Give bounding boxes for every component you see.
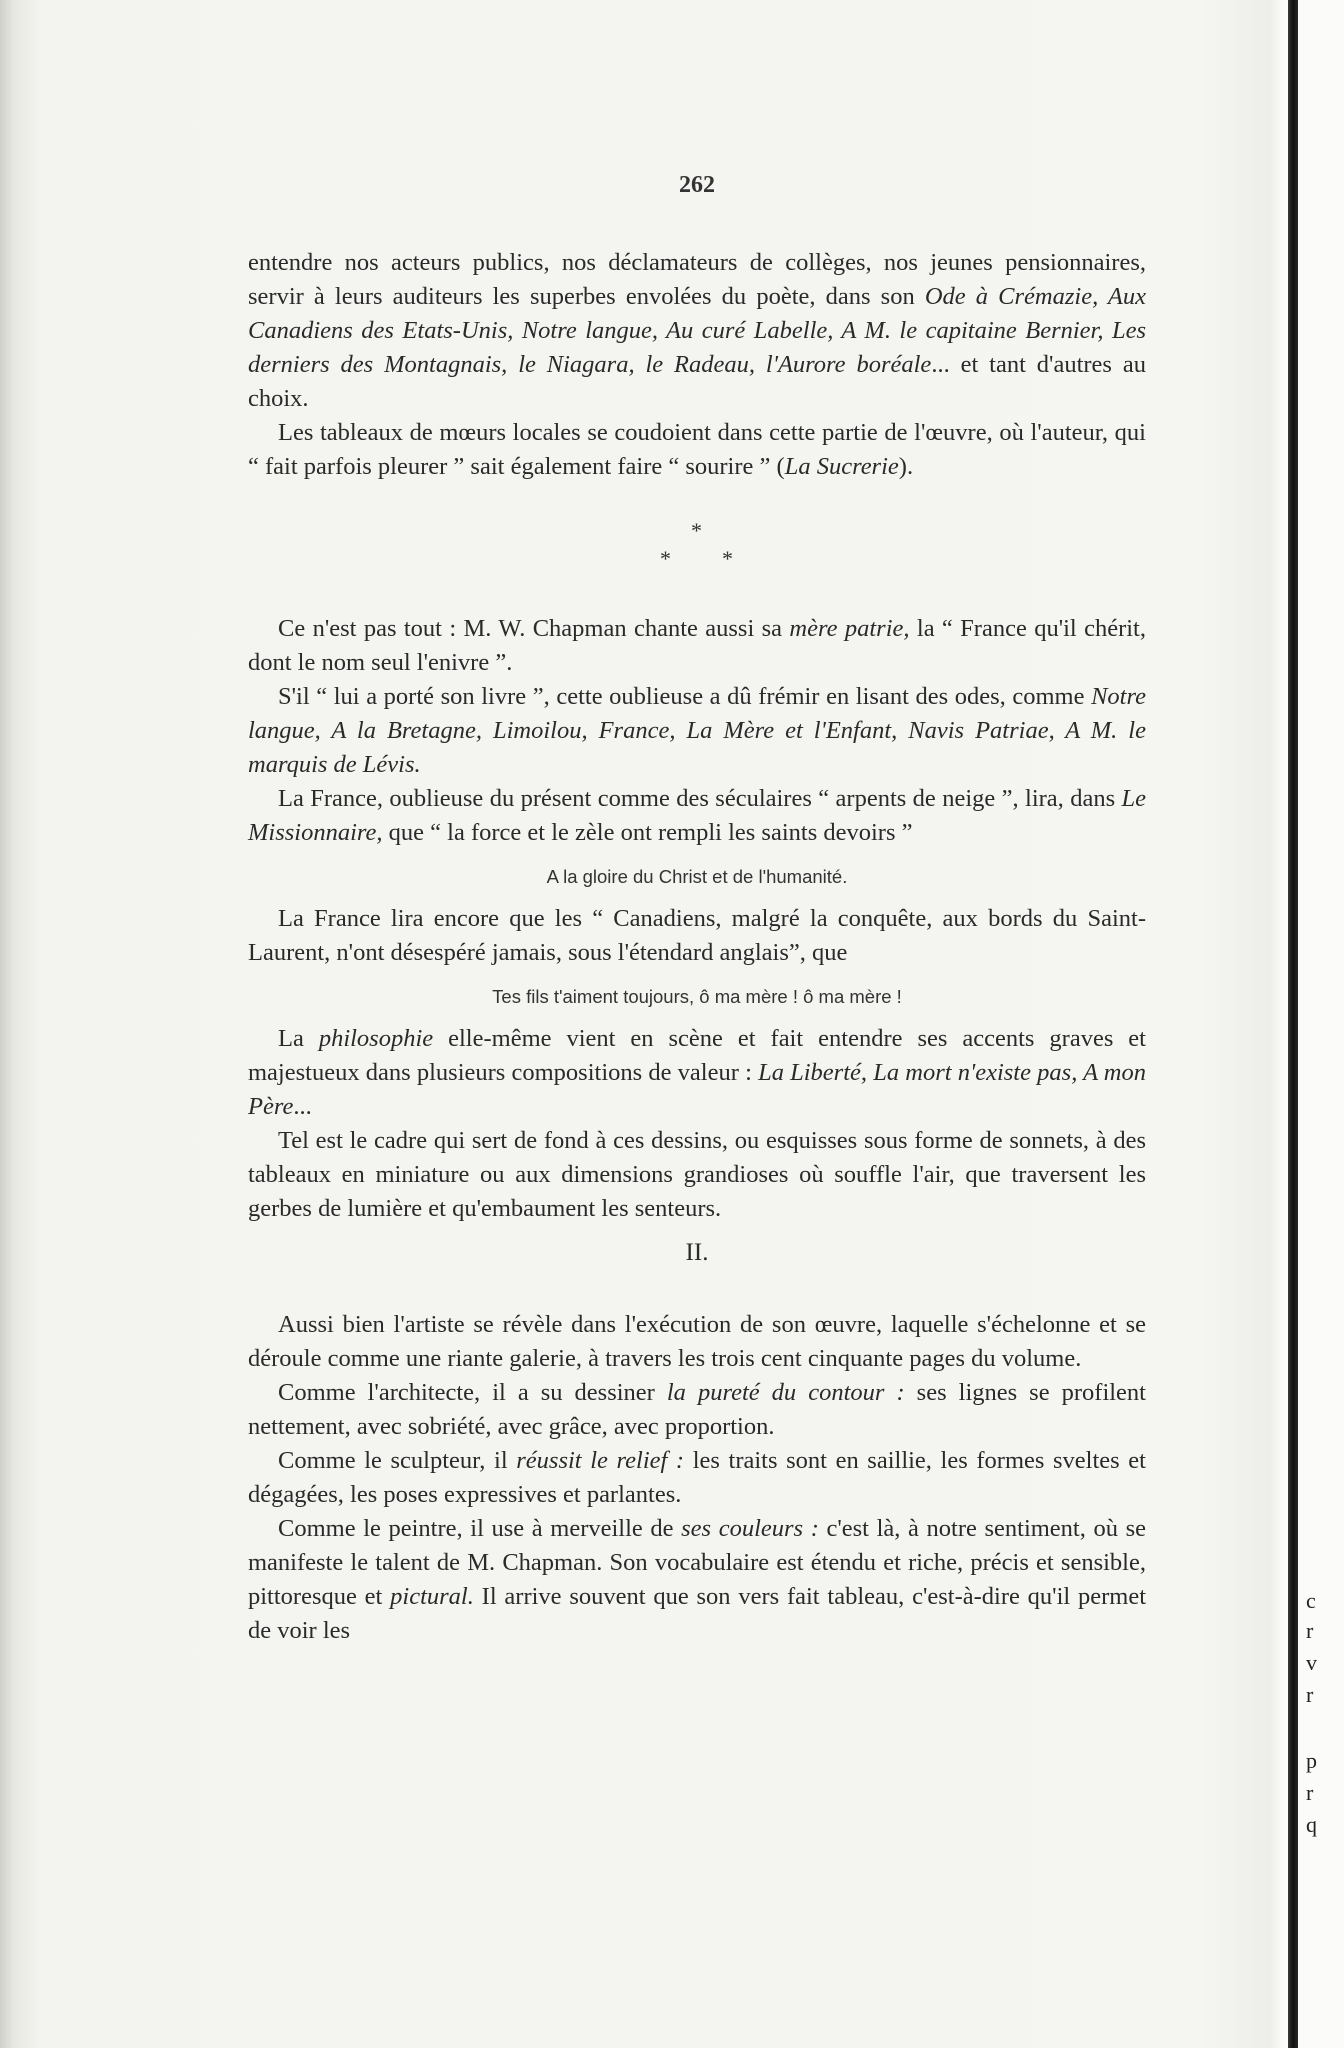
text-run: La: [278, 1025, 319, 1052]
paragraph: [248, 1376, 1146, 1444]
page-number: 262: [679, 172, 715, 198]
text-run: ... et tant d'autres au choix.: [248, 351, 1146, 412]
paragraph: [248, 612, 1146, 680]
paragraph: [248, 246, 1146, 416]
text-run: ...: [293, 1093, 312, 1120]
text-run: elle-même vient en scène et fait entendre ses accents graves et majestueux dans plusieurs compositions de valeur :: [248, 1025, 1146, 1086]
text-run: ses lignes se profilent nettement, avec sobriété, avec grâce, avec proportion.: [248, 1379, 1146, 1440]
verse-quote: A la gloire du Christ et de l'humanité.: [546, 866, 848, 887]
italic-title: La Sucrerie: [784, 453, 899, 480]
text-run: c'est là, à notre sentiment, où se manifeste le talent de M. Chapman. Son vocabulaire est étendu et riche, précis et sensible, pittoresque et: [248, 1515, 1147, 1610]
paragraph: [248, 1444, 1146, 1512]
italic-phrase: mère patrie,: [789, 615, 910, 642]
facing-page-fragment: r: [1306, 1682, 1314, 1707]
text-run: Il arrive souvent que son vers fait tableau, c'est-à-dire qu'il permet de voir les: [248, 1583, 1146, 1644]
text-run: S'il “ lui a porté son livre ”, cette oublieuse a dû frémir en lisant des odes, comme: [278, 683, 1092, 710]
text-run: Les tableaux de mœurs locales se coudoient dans cette partie de l'œuvre, où l'auteur, qui “ fait parfois pleurer ” sait également faire “ sourire ” (: [248, 419, 1146, 480]
text-run: La France, oublieuse du présent comme des séculaires “ arpents de neige ”, lira, dans: [278, 785, 1122, 812]
italic-phrase: ses couleurs :: [681, 1515, 819, 1542]
facing-page-fragment: r: [1306, 1780, 1314, 1805]
page-content: [248, 168, 1146, 1648]
italic-word: pictural.: [390, 1583, 474, 1610]
facing-page-fragment: v: [1306, 1650, 1317, 1675]
book-gutter: [1288, 0, 1298, 2048]
facing-page-edge: [1298, 0, 1344, 2048]
section-heading: II.: [685, 1239, 709, 1266]
paragraph: Aussi bien l'artiste se révèle dans l'exécution de son œuvre, laquelle s'échelonne et se déroule comme une riante galerie, à travers les trois cent cinquante pages du volume.: [248, 1311, 1146, 1372]
asterisk-left: *: [660, 546, 671, 571]
italic-title: Le Missionnaire,: [248, 785, 1146, 846]
paragraph: [248, 416, 1146, 484]
verse-quote: Tes fils t'aiment toujours, ô ma mère ! ô ma mère !: [492, 986, 902, 1007]
italic-phrase: réussit le relief :: [516, 1447, 685, 1474]
italic-titles: Ode à Crémazie, Aux Canadiens des Etats-Unis, Notre langue, Au curé Labelle, A M. le capitaine Bernier, Les derniers des Montagnais, le Niagara, le Radeau, l'Aurore boréale: [248, 283, 1146, 378]
asterisk-right: *: [722, 546, 733, 571]
facing-page-fragment: c: [1306, 1588, 1316, 1613]
paragraph: [248, 1022, 1146, 1124]
text-run: les traits sont en saillie, les formes sveltes et dégagées, les poses expressives et parlantes.: [248, 1447, 1146, 1508]
text-run: entendre nos acteurs publics, nos déclamateurs de collèges, nos jeunes pensionnaires, servir à leurs auditeurs les superbes envolées du poète, dans son: [248, 249, 1146, 310]
text-run: Comme l'architecte, il a su dessiner: [278, 1379, 667, 1406]
paragraph: [248, 782, 1146, 850]
text-run: ).: [898, 453, 914, 480]
facing-page-fragment: p: [1306, 1748, 1317, 1773]
asterism-separator: [248, 492, 1146, 602]
text-run: la “ France qu'il chérit, dont le nom seul l'enivre ”.: [248, 615, 1146, 676]
italic-titles: La Liberté, La mort n'existe pas, A mon Père: [248, 1059, 1146, 1120]
paragraph: La France lira encore que les “ Canadiens, malgré la conquête, aux bords du Saint-Laurent, n'ont désespéré jamais, sous l'étendard anglais”, que: [248, 905, 1146, 966]
text-run: Ce n'est pas tout : M. W. Chapman chante aussi sa: [278, 615, 790, 642]
italic-phrase: la pureté du contour :: [666, 1379, 905, 1406]
facing-page-fragment: q: [1306, 1812, 1317, 1837]
asterisk-top: *: [691, 518, 702, 543]
paragraph: [248, 1512, 1146, 1648]
text-run: que “ la force et le zèle ont rempli les saints devoirs ”: [382, 819, 913, 846]
paragraph: Tel est le cadre qui sert de fond à ces dessins, ou esquisses sous forme de sonnets, à des tableaux en miniature ou aux dimensions grandioses où souffle l'air, que traversent les gerbes de lumière et qu'embaument les senteurs.: [248, 1127, 1146, 1222]
facing-page-fragment: r: [1306, 1618, 1314, 1643]
italic-word: philosophie: [318, 1025, 434, 1052]
paragraph: [248, 680, 1146, 782]
italic-titles: Notre langue, A la Bretagne, Limoilou, France, La Mère et l'Enfant, Navis Patriae, A M. le marquis de Lévis.: [248, 683, 1146, 778]
text-run: Comme le peintre, il use à merveille de: [278, 1515, 682, 1542]
text-run: Comme le sculpteur, il: [278, 1447, 517, 1474]
